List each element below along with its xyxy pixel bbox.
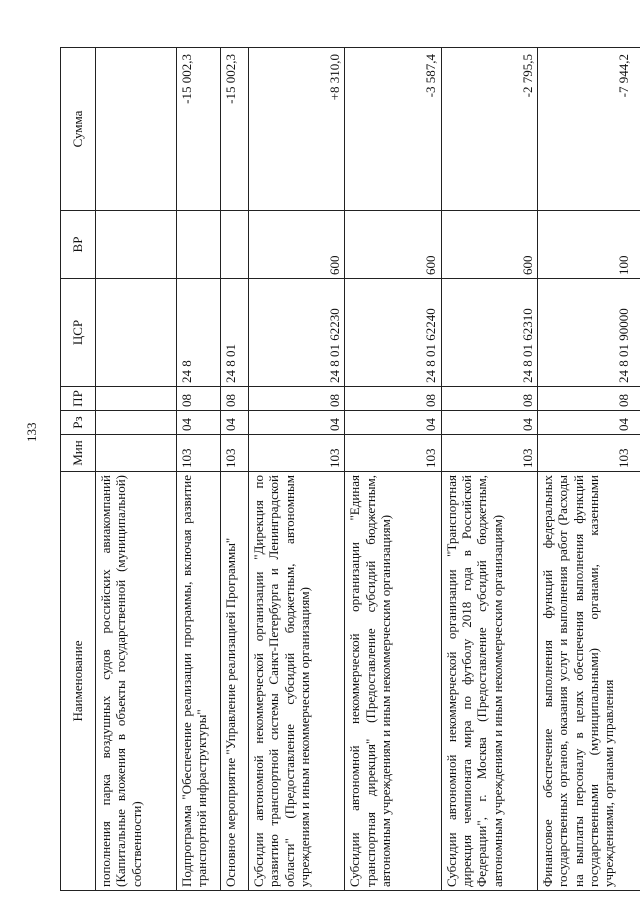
row-rz: 04 [441,411,537,435]
row-rz [96,411,177,435]
row-min: 103 [177,435,221,472]
row-csr: 24 8 01 [221,279,249,387]
header-min: Мин [61,435,96,472]
row-min: 103 [249,435,345,472]
row-min [96,435,177,472]
rotated-page-content [60,48,631,891]
row-rz: 04 [177,411,221,435]
row-rz: 04 [221,411,249,435]
table-row [177,48,221,891]
row-name: Основное мероприятие "Управление реализацией Программы" [221,472,249,891]
row-sum: -15 002,3 [221,48,249,211]
row-sum: -15 002,3 [177,48,221,211]
row-vr [177,211,221,279]
row-pr [96,387,177,411]
row-name: Субсидии автономной некоммерческой организации "Единая транспортная дирекция" (Предоставление субсидий бюджетным, автономным учреждениям и иным некоммерческим организациям) [345,472,441,891]
row-csr: 24 8 01 62240 [345,279,441,387]
row-name: пополнения парка воздушных судов российских авиакомпаний (Капитальные вложения в объекты государственной (муниципальной) собственности) [96,472,177,891]
header-name: Наименование [61,472,96,891]
row-vr: 600 [345,211,441,279]
row-csr: 24 8 01 62310 [441,279,537,387]
row-rz: 04 [249,411,345,435]
row-pr: 08 [441,387,537,411]
table-header-row [61,48,96,891]
header-rz: Рз [61,411,96,435]
row-vr [221,211,249,279]
row-pr: 08 [537,387,640,411]
budget-table [60,47,640,891]
row-csr: 24 8 [177,279,221,387]
row-min: 103 [537,435,640,472]
row-name: Финансовое обеспечение выполнения функций федеральных государственных органов, оказания услуг и выполнения работ (Расходы на выплаты персоналу в целях обеспечения выполнения функций государственными (муниципальными) органами, казенными учреждениями, органами управления [537,472,640,891]
header-csr: ЦСР [61,279,96,387]
row-sum: -7 944,2 [537,48,640,211]
row-csr: 24 8 01 62230 [249,279,345,387]
row-rz: 04 [345,411,441,435]
row-name: Субсидии автономной некоммерческой организации "Транспортная дирекция чемпионата мира по футболу 2018 года в Российской Федерации", г. Москва (Предоставление субсидий бюджетным, автономным учреждениям и иным некоммерческим организациям) [441,472,537,891]
row-min: 103 [221,435,249,472]
row-min: 103 [345,435,441,472]
row-pr: 08 [221,387,249,411]
row-sum: -3 587,4 [345,48,441,211]
row-rz: 04 [537,411,640,435]
header-sum: Сумма [61,48,96,211]
row-vr: 600 [249,211,345,279]
row-csr [96,279,177,387]
row-vr [96,211,177,279]
row-vr: 100 [537,211,640,279]
table-row [441,48,537,891]
table-row [537,48,640,891]
row-name: Подпрограмма "Обеспечение реализации программы, включая развитие транспортной инфраструктуры" [177,472,221,891]
row-sum [96,48,177,211]
row-csr: 24 8 01 90000 [537,279,640,387]
row-name: Субсидии автономной некоммерческой организации "Дирекция по развитию транспортной системы Санкт-Петербурга и Ленинградской области" (Предоставление субсидий бюджетным, автономным учреждениям и иным некоммерческим организациям) [249,472,345,891]
row-pr: 08 [177,387,221,411]
row-pr: 08 [249,387,345,411]
table-row [221,48,249,891]
header-pr: ПР [61,387,96,411]
table-row [96,48,177,891]
row-min: 103 [441,435,537,472]
row-sum: +8 310,0 [249,48,345,211]
table-row [345,48,441,891]
row-vr: 600 [441,211,537,279]
header-vr: ВР [61,211,96,279]
table-row [249,48,345,891]
row-pr: 08 [345,387,441,411]
page-number: 133 [24,422,39,442]
row-sum: -2 795,5 [441,48,537,211]
